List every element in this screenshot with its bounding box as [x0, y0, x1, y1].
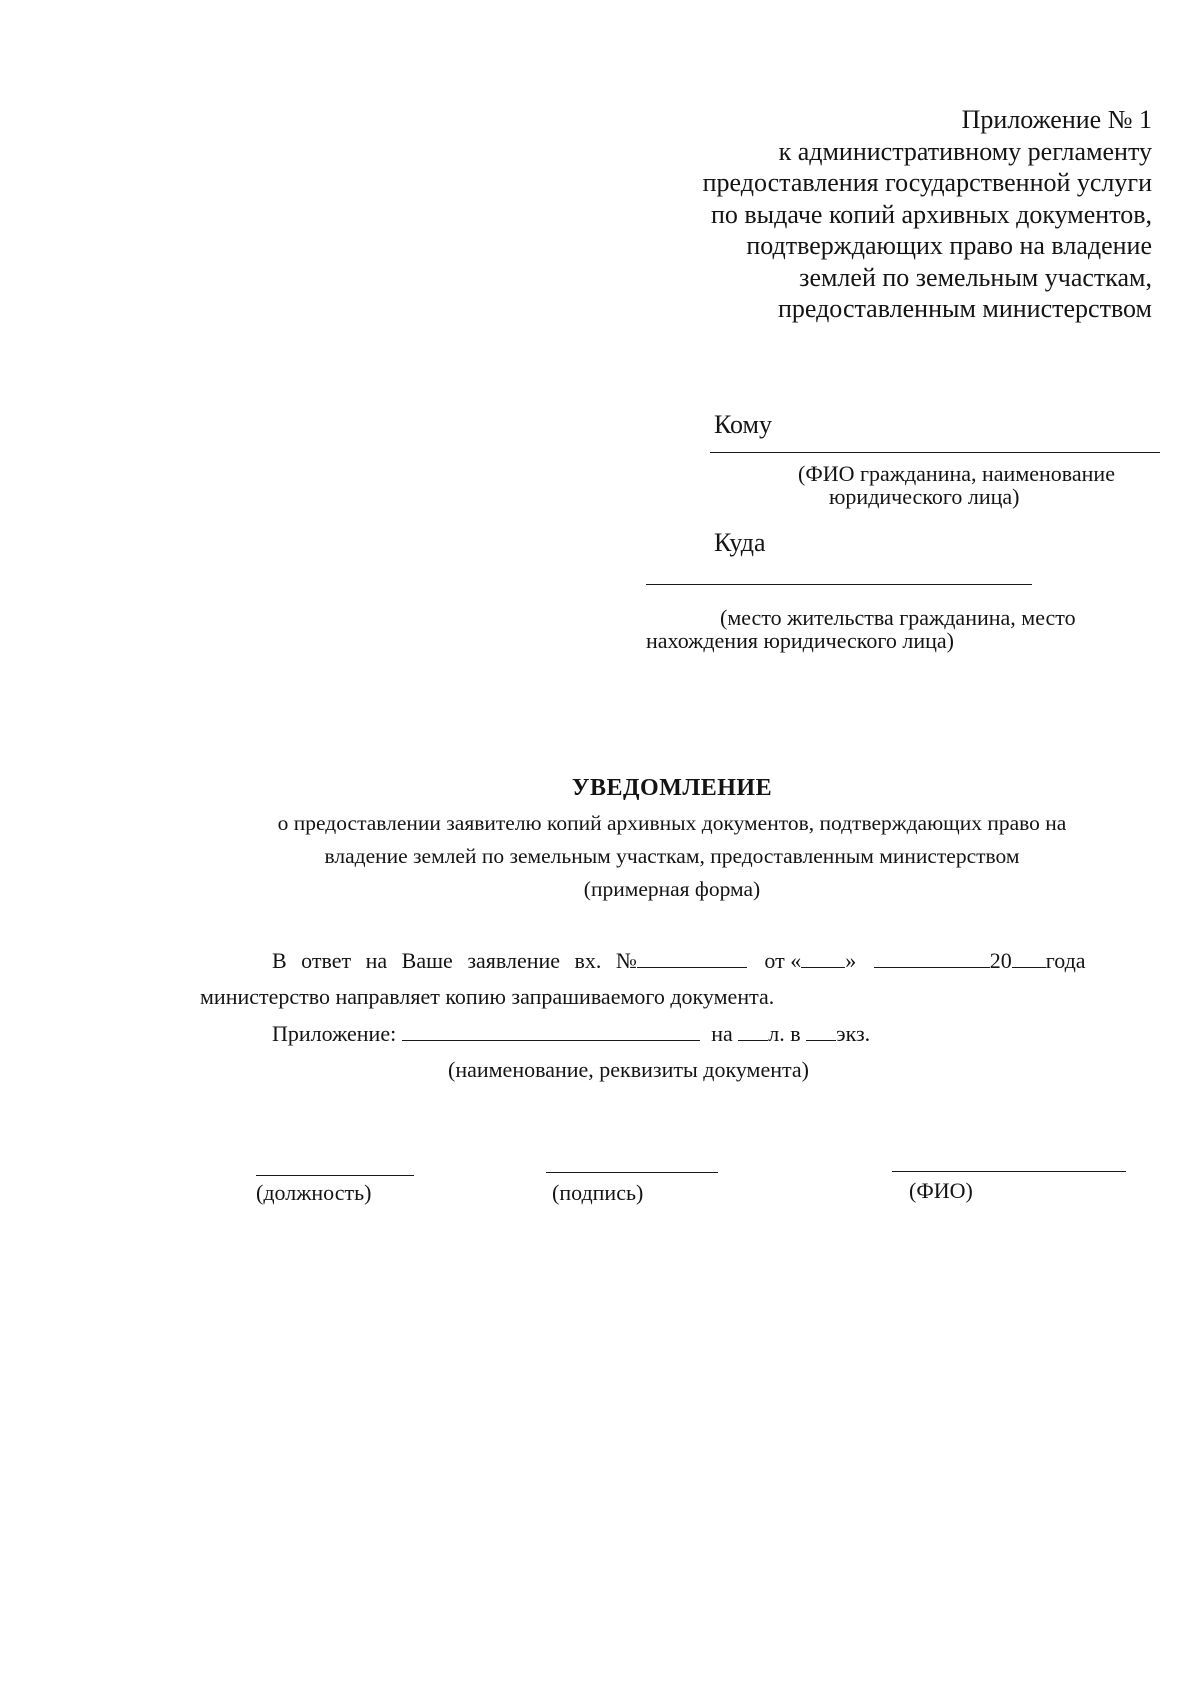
month-field[interactable] [874, 947, 990, 968]
where-field-line[interactable] [646, 584, 1032, 585]
year-prefix: 20 [989, 948, 1012, 973]
to-caption-line-2: юридического лица) [829, 484, 1020, 509]
fio-field-line[interactable] [892, 1171, 1126, 1172]
year-field[interactable] [1012, 947, 1046, 968]
incoming-number-field[interactable] [637, 947, 747, 968]
appendix-line-2: к административному регламенту [778, 136, 1152, 166]
to-field-line[interactable] [710, 452, 1160, 453]
reply-text-start: В ответ на Ваше заявление вх. № [272, 948, 637, 973]
appendix-line-4: по выдаче копий архивных документов, [710, 199, 1152, 229]
appendix-number: Приложение № 1 [961, 105, 1152, 134]
position-caption: (должность) [256, 1180, 372, 1205]
attachment-name-field[interactable] [402, 1020, 700, 1041]
attachment-sheets: л. в [768, 1021, 801, 1046]
position-field-line[interactable] [256, 1175, 414, 1176]
notice-subtitle-3: (примерная форма) [583, 877, 761, 901]
signature-caption: (подпись) [552, 1180, 644, 1205]
reply-text-from: от « [764, 948, 802, 973]
attachment-row [272, 1020, 870, 1047]
copies-count-field[interactable] [806, 1020, 836, 1041]
where-caption-line-2: нахождения юридического лица) [646, 628, 954, 653]
signature-field-line[interactable] [546, 1172, 718, 1173]
reply-text-year: года [1045, 948, 1086, 973]
notice-subtitle-1: о предоставлении заявителю копий архивных документов, подтверждающих право на [277, 811, 1067, 835]
attachment-on: на [711, 1021, 733, 1046]
reply-text-quote-close: » [845, 948, 857, 973]
fio-caption: (ФИО) [909, 1178, 973, 1203]
attachment-copies: экз. [836, 1021, 871, 1046]
attachment-label: Приложение: [272, 1021, 397, 1046]
appendix-header [592, 104, 1152, 325]
appendix-line-3: предоставления государственной услуги [702, 168, 1152, 197]
notice-subtitle-2: владение землей по земельным участкам, предоставленным министерством [324, 844, 1020, 868]
reply-paragraph-continuation: министерство направляет копию запрашиваемого документа. [200, 984, 775, 1009]
to-label: Кому [714, 410, 773, 439]
appendix-line-5: подтверждающих право на владение [746, 231, 1152, 260]
reply-paragraph [272, 947, 1152, 974]
where-caption-line-1: (место жительства гражданина, место [720, 605, 1076, 630]
appendix-line-6: землей по земельным участкам, [799, 262, 1152, 292]
attachment-caption: (наименование, реквизиты документа) [448, 1057, 809, 1082]
notice-title: УВЕДОМЛЕНИЕ [571, 775, 773, 801]
to-caption-line-1: (ФИО гражданина, наименование [798, 461, 1115, 486]
appendix-line-7: предоставленным министерством [777, 294, 1152, 323]
sheets-count-field[interactable] [738, 1020, 768, 1041]
where-label: Куда [714, 528, 766, 557]
day-field[interactable] [801, 947, 845, 968]
